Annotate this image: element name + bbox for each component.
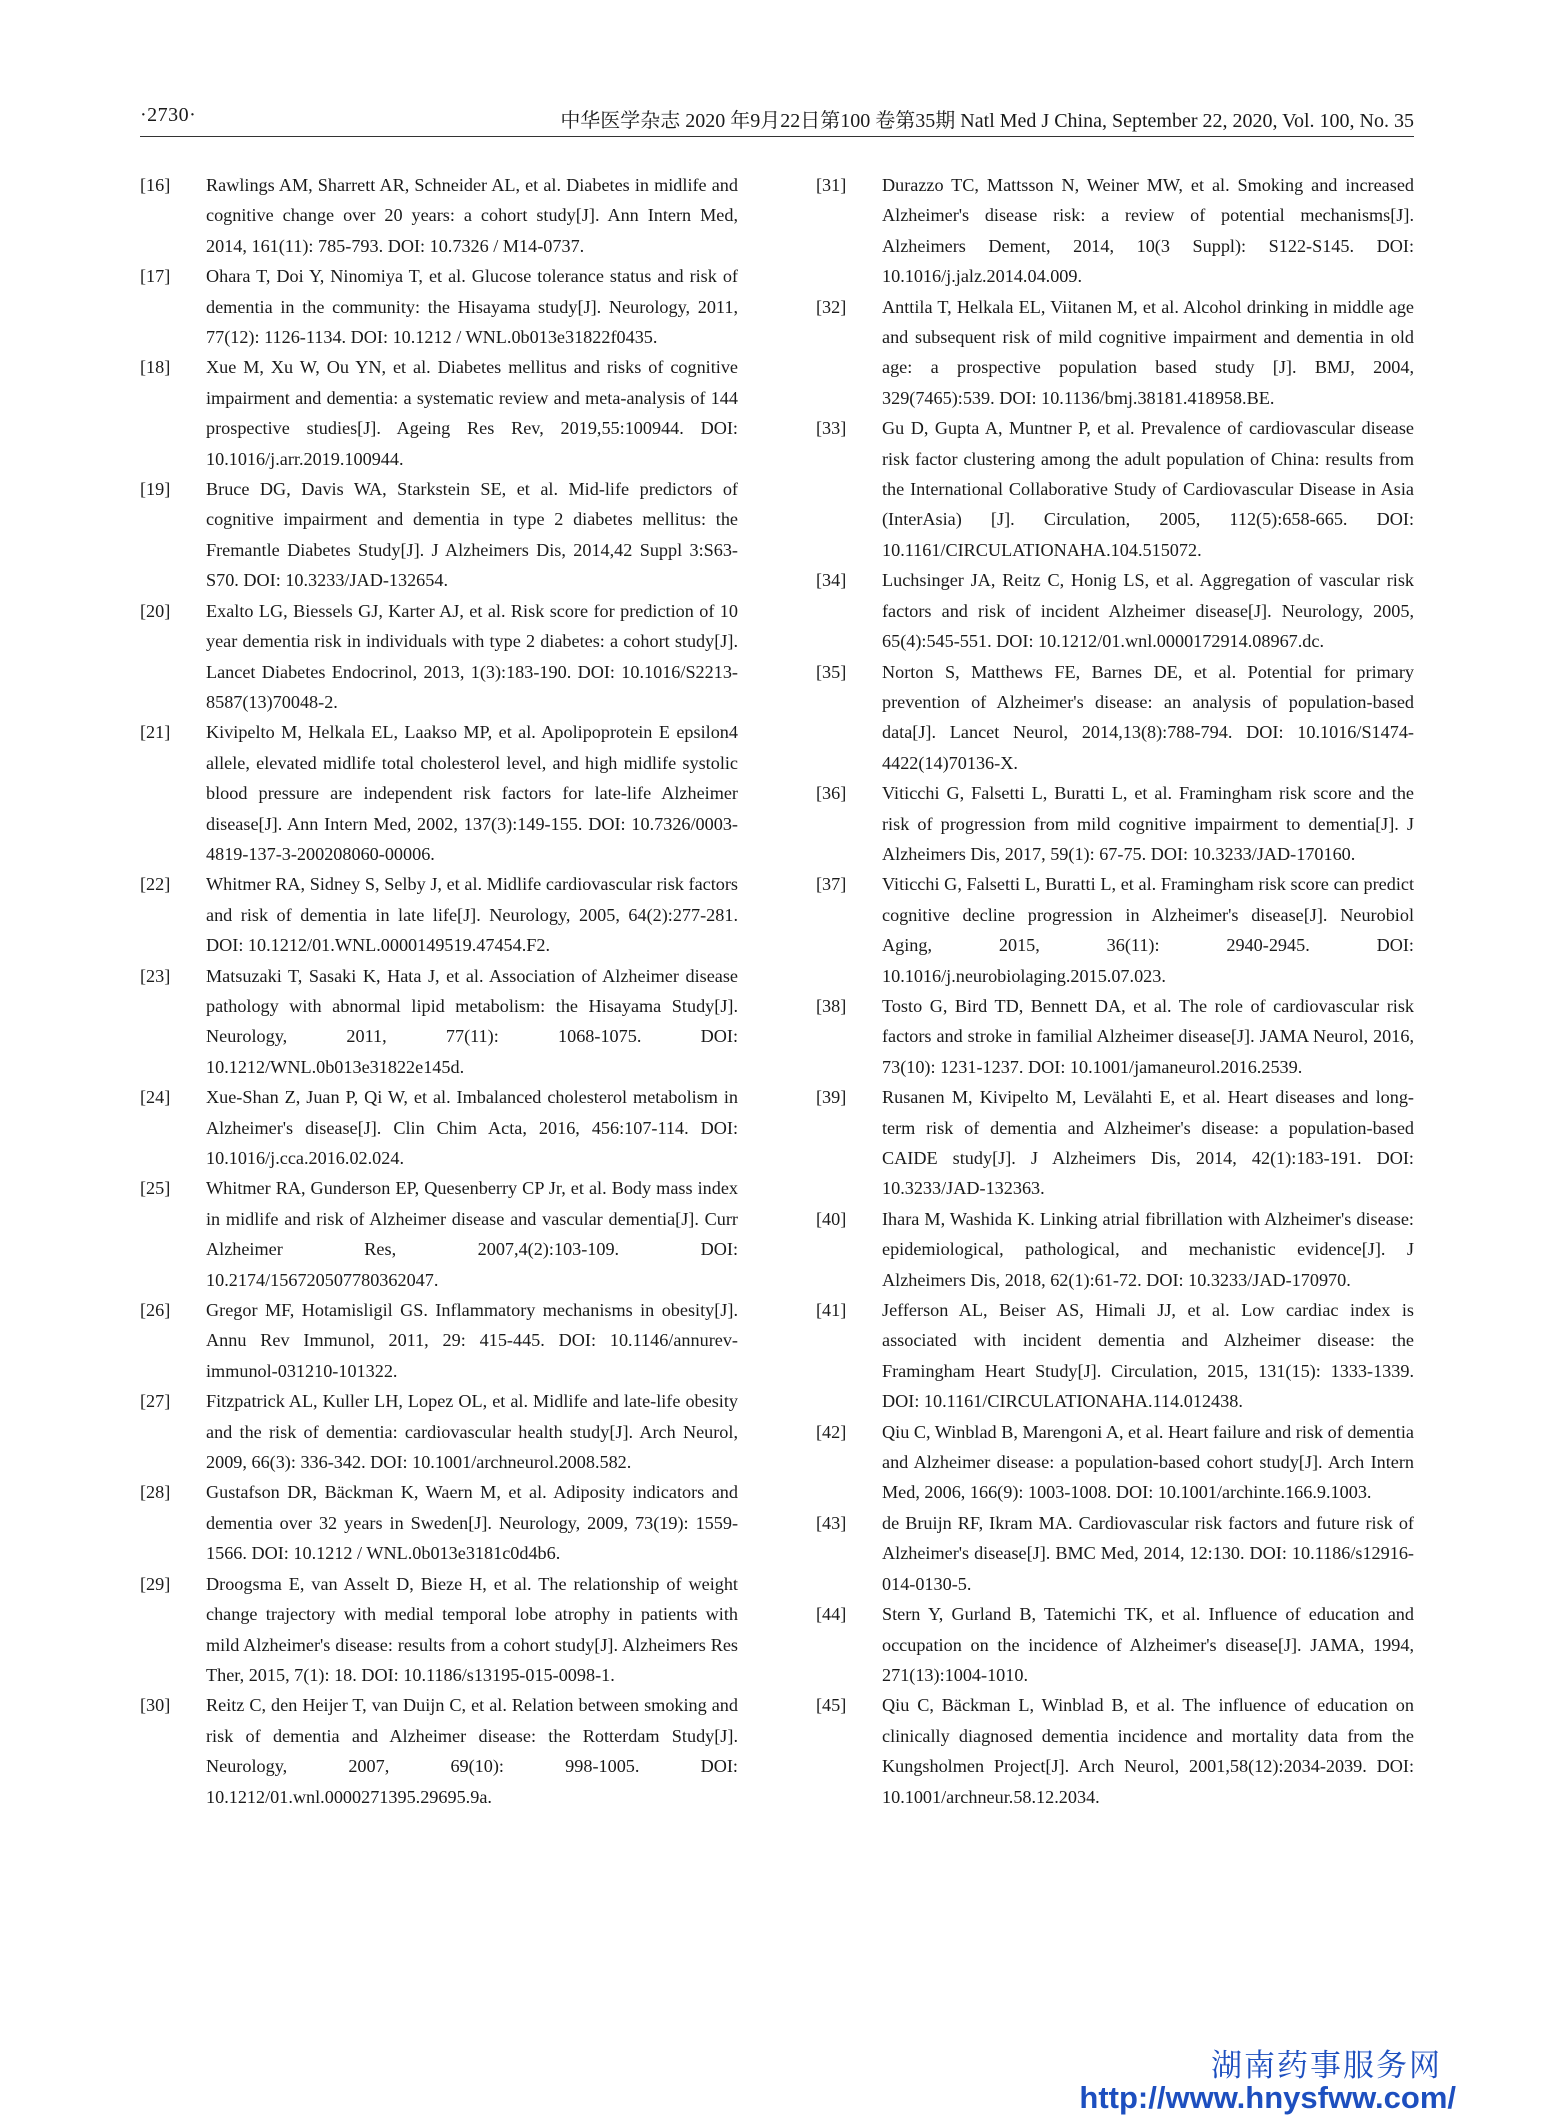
header-divider xyxy=(140,136,1414,137)
reference-item xyxy=(816,991,1414,1082)
reference-item xyxy=(140,1386,738,1477)
reference-number: [40] xyxy=(816,1208,847,1229)
reference-text: Kivipelto M, Helkala EL, Laakso MP, et al. Apolipoprotein E epsilon4 allele, elevated midlife total cholesterol level, and high midlife systolic blood pressure are independent risk factors for late-life Alzheimer disease[J]. Ann Intern Med, 2002, 137(3):149-155. DOI: 10.7326/0003-4819-137-3-200208060-00006. xyxy=(206,722,738,864)
reference-item xyxy=(816,1082,1414,1204)
reference-item xyxy=(816,1599,1414,1690)
watermark xyxy=(1036,2036,1456,2120)
reference-text: Bruce DG, Davis WA, Starkstein SE, et al. Mid-life predictors of cognitive impairment and dementia in type 2 diabetes mellitus: the Fremantle Diabetes Study[J]. J Alzheimers Dis, 2014,42 Suppl 3:S63-S70. DOI: 10.3233/JAD-132654. xyxy=(206,479,738,591)
reference-number: [22] xyxy=(140,874,171,895)
references-left-column xyxy=(140,170,738,1812)
journal-citation-line: 中华医学杂志 2020 年9月22日第100 卷第35期 Natl Med J China, September 22, 2020, Vol. 100, No. 35 xyxy=(560,110,1414,132)
reference-text: Whitmer RA, Gunderson EP, Quesenberry CP Jr, et al. Body mass index in midlife and risk of Alzheimer disease and vascular dementia[J]. Curr Alzheimer Res, 2007,4(2):103-109. DOI: 10.2174/156720507780362047. xyxy=(206,1178,738,1290)
reference-item xyxy=(816,413,1414,565)
reference-text: Ohara T, Doi Y, Ninomiya T, et al. Glucose tolerance status and risk of dementia in the community: the Hisayama study[J]. Neurology, 2011, 77(12): 1126-1134. DOI: 10.1212 / WNL.0b013e31822f0435. xyxy=(206,266,738,348)
reference-number: [38] xyxy=(816,995,847,1016)
reference-item xyxy=(140,1569,738,1691)
reference-number: [28] xyxy=(140,1482,171,1503)
reference-item xyxy=(140,352,738,474)
watermark-url: http://www.hnysfww.com/ xyxy=(1079,2080,1456,2115)
reference-number: [33] xyxy=(816,418,847,439)
reference-item xyxy=(816,1508,1414,1599)
reference-text: Rusanen M, Kivipelto M, Levälahti E, et al. Heart diseases and long-term risk of dementia and Alzheimer's disease: a population-based CAIDE study[J]. J Alzheimers Dis, 2014, 42(1):183-191. DOI: 10.3233/JAD-132363. xyxy=(882,1087,1414,1199)
watermark-site-name: 湖南药事服务网 xyxy=(1211,2048,1442,2084)
reference-text: Gregor MF, Hotamisligil GS. Inflammatory mechanisms in obesity[J]. Annu Rev Immunol, 2011, 29: 415-445. DOI: 10.1146/annurev-immunol-031210-101322. xyxy=(206,1300,738,1381)
reference-number: [16] xyxy=(140,175,171,195)
reference-text: Anttila T, Helkala EL, Viitanen M, et al. Alcohol drinking in middle age and subsequent risk of mild cognitive impairment and dementia in old age: a prospective population based study [J]. BMJ, 2004, 329(7465):539. DOI: 10.1136/bmj.38181.418958.BE. xyxy=(882,296,1414,408)
reference-item xyxy=(816,170,1414,292)
reference-number: [45] xyxy=(816,1695,847,1716)
reference-number: [17] xyxy=(140,266,171,287)
reference-number: [27] xyxy=(140,1391,171,1412)
reference-number: [34] xyxy=(816,570,847,591)
reference-number: [31] xyxy=(816,175,847,195)
reference-item xyxy=(816,778,1414,869)
reference-text: Gu D, Gupta A, Muntner P, et al. Prevalence of cardiovascular disease risk factor clustering among the adult population of China: results from the International Collaborative Study of Cardiovascular Disease in Asia (InterAsia) [J]. Circulation, 2005, 112(5):658-665. DOI: 10.1161/CIRCULATIONAHA.104.515072. xyxy=(882,418,1414,560)
reference-item xyxy=(816,1295,1414,1417)
reference-text: Reitz C, den Heijer T, van Duijn C, et al. Relation between smoking and risk of dementia and Alzheimer disease: the Rotterdam Study[J]. Neurology, 2007, 69(10): 998-1005. DOI: 10.1212/01.wnl.0000271395.29695.9a. xyxy=(206,1695,738,1807)
reference-number: [19] xyxy=(140,479,171,500)
reference-item xyxy=(140,1477,738,1568)
reference-item xyxy=(816,869,1414,991)
reference-item xyxy=(140,1173,738,1295)
reference-item xyxy=(140,1295,738,1386)
reference-text: Jefferson AL, Beiser AS, Himali JJ, et al. Low cardiac index is associated with incident dementia and Alzheimer disease: the Framingham Heart Study[J]. Circulation, 2015, 131(15): 1333-1339. DOI: 10.1161/CIRCULATIONAHA.114.012438. xyxy=(882,1300,1414,1412)
reference-number: [29] xyxy=(140,1573,171,1594)
reference-number: [18] xyxy=(140,357,171,378)
reference-item xyxy=(816,292,1414,414)
reference-number: [32] xyxy=(816,296,847,317)
reference-text: Viticchi G, Falsetti L, Buratti L, et al. Framingham risk score can predict cognitive decline progression in Alzheimer's disease[J]. Neurobiol Aging, 2015, 36(11): 2940-2945. DOI: 10.1016/j.neurobiolaging.2015.07.023. xyxy=(882,874,1414,986)
reference-text: Norton S, Matthews FE, Barnes DE, et al. Potential for primary prevention of Alzheimer's disease: an analysis of population-based data[J]. Lancet Neurol, 2014,13(8):788-794. DOI: 10.1016/S1474-4422(14)70136-X. xyxy=(882,661,1414,773)
reference-text: Luchsinger JA, Reitz C, Honig LS, et al. Aggregation of vascular risk factors and risk of incident Alzheimer disease[J]. Neurology, 2005, 65(4):545-551. DOI: 10.1212/01.wnl.0000172914.08967.dc. xyxy=(882,570,1414,652)
reference-number: [24] xyxy=(140,1087,171,1108)
reference-item xyxy=(140,961,738,1083)
reference-item xyxy=(816,1417,1414,1508)
reference-number: [36] xyxy=(816,783,847,804)
reference-number: [37] xyxy=(816,874,847,895)
reference-text: Xue M, Xu W, Ou YN, et al. Diabetes mellitus and risks of cognitive impairment and dementia: a systematic review and meta-analysis of 144 prospective studies[J]. Ageing Res Rev, 2019,55:100944. DOI: 10.1016/j.arr.2019.100944. xyxy=(206,357,738,469)
reference-text: Exalto LG, Biessels GJ, Karter AJ, et al. Risk score for prediction of 10 year dementia risk in individuals with type 2 diabetes: a cohort study[J]. Lancet Diabetes Endocrinol, 2013, 1(3):183-190. DOI: 10.1016/S2213-8587(13)70048-2. xyxy=(206,600,738,712)
reference-item xyxy=(140,170,738,261)
page-header xyxy=(140,100,1414,138)
references-right-column xyxy=(816,170,1414,1812)
reference-text: Ihara M, Washida K. Linking atrial fibrillation with Alzheimer's disease: epidemiological, pathological, and mechanistic evidence[J]. J Alzheimers Dis, 2018, 62(1):61-72. DOI: 10.3233/JAD-170970. xyxy=(882,1208,1414,1290)
reference-text: Viticchi G, Falsetti L, Buratti L, et al. Framingham risk score and the risk of progression from mild cognitive impairment to dementia[J]. J Alzheimers Dis, 2017, 59(1): 67-75. DOI: 10.3233/JAD-170160. xyxy=(882,783,1414,864)
reference-number: [25] xyxy=(140,1178,171,1199)
reference-text: Matsuzaki T, Sasaki K, Hata J, et al. Association of Alzheimer disease pathology with abnormal lipid metabolism: the Hisayama Study[J]. Neurology, 2011, 77(11): 1068-1075. DOI: 10.1212/WNL.0b013e31822e145d. xyxy=(206,965,738,1077)
reference-item xyxy=(140,1082,738,1173)
reference-number: [23] xyxy=(140,965,171,986)
reference-item xyxy=(140,717,738,869)
reference-item xyxy=(140,869,738,960)
reference-item xyxy=(816,565,1414,656)
reference-text: Fitzpatrick AL, Kuller LH, Lopez OL, et al. Midlife and late-life obesity and the risk of dementia: cardiovascular health study[J]. Arch Neurol, 2009, 66(3): 336-342. DOI: 10.1001/archneurol.2008.582. xyxy=(206,1391,738,1473)
reference-number: [43] xyxy=(816,1512,847,1533)
reference-text: Rawlings AM, Sharrett AR, Schneider AL, et al. Diabetes in midlife and cognitive change over 20 years: a cohort study[J]. Ann Intern Med, 2014, 161(11): 785-793. DOI: 10.7326 / M14-0737. xyxy=(206,175,738,256)
reference-item xyxy=(140,474,738,596)
reference-item xyxy=(140,261,738,352)
reference-text: Xue-Shan Z, Juan P, Qi W, et al. Imbalanced cholesterol metabolism in Alzheimer's disease[J]. Clin Chim Acta, 2016, 456:107-114. DOI: 10.1016/j.cca.2016.02.024. xyxy=(206,1087,738,1168)
page-number: ·2730· xyxy=(140,104,197,126)
reference-number: [41] xyxy=(816,1300,847,1321)
reference-item xyxy=(816,657,1414,779)
reference-item xyxy=(816,1690,1414,1812)
reference-text: Qiu C, Winblad B, Marengoni A, et al. Heart failure and risk of dementia and Alzheimer disease: a population-based cohort study[J]. Arch Intern Med, 2006, 166(9): 1003-1008. DOI: 10.1001/archinte.166.9.1003. xyxy=(882,1421,1414,1503)
reference-item xyxy=(816,1204,1414,1295)
reference-number: [26] xyxy=(140,1300,171,1321)
reference-text: Whitmer RA, Sidney S, Selby J, et al. Midlife cardiovascular risk factors and risk of dementia in late life[J]. Neurology, 2005, 64(2):277-281. DOI: 10.1212/01.WNL.0000149519.47454.F2. xyxy=(206,874,738,956)
reference-text: Durazzo TC, Mattsson N, Weiner MW, et al. Smoking and increased Alzheimer's disease risk: a review of potential mechanisms[J]. Alzheimers Dement, 2014, 10(3 Suppl): S122-S145. DOI: 10.1016/j.jalz.2014.04.009. xyxy=(882,175,1414,287)
reference-text: Tosto G, Bird TD, Bennett DA, et al. The role of cardiovascular risk factors and stroke in familial Alzheimer disease[J]. JAMA Neurol, 2016, 73(10): 1231-1237. DOI: 10.1001/jamaneurol.2016.2539. xyxy=(882,995,1414,1077)
reference-text: de Bruijn RF, Ikram MA. Cardiovascular risk factors and future risk of Alzheimer's disease[J]. BMC Med, 2014, 12:130. DOI: 10.1186/s12916-014-0130-5. xyxy=(882,1512,1414,1594)
reference-number: [44] xyxy=(816,1604,847,1625)
reference-number: [35] xyxy=(816,661,847,682)
reference-number: [20] xyxy=(140,600,171,621)
reference-text: Qiu C, Bäckman L, Winblad B, et al. The influence of education on clinically diagnosed dementia incidence and mortality data from the Kungsholmen Project[J]. Arch Neurol, 2001,58(12):2034-2039. DOI: 10.1001/archneur.58.12.2034. xyxy=(882,1695,1414,1807)
reference-number: [30] xyxy=(140,1695,171,1716)
reference-number: [21] xyxy=(140,722,171,743)
reference-number: [42] xyxy=(816,1421,847,1442)
reference-item xyxy=(140,596,738,718)
reference-text: Droogsma E, van Asselt D, Bieze H, et al. The relationship of weight change trajectory with medial temporal lobe atrophy in patients with mild Alzheimer's disease: results from a cohort study[J]. Alzheimers Res Ther, 2015, 7(1): 18. DOI: 10.1186/s13195-015-0098-1. xyxy=(206,1573,738,1685)
reference-text: Gustafson DR, Bäckman K, Waern M, et al. Adiposity indicators and dementia over 32 years in Sweden[J]. Neurology, 2009, 73(19): 1559-1566. DOI: 10.1212 / WNL.0b013e3181c0d4b6. xyxy=(206,1482,738,1564)
reference-item xyxy=(140,1690,738,1812)
reference-text: Stern Y, Gurland B, Tatemichi TK, et al. Influence of education and occupation on the incidence of Alzheimer's disease[J]. JAMA, 1994, 271(13):1004-1010. xyxy=(882,1604,1414,1685)
reference-number: [39] xyxy=(816,1087,847,1108)
